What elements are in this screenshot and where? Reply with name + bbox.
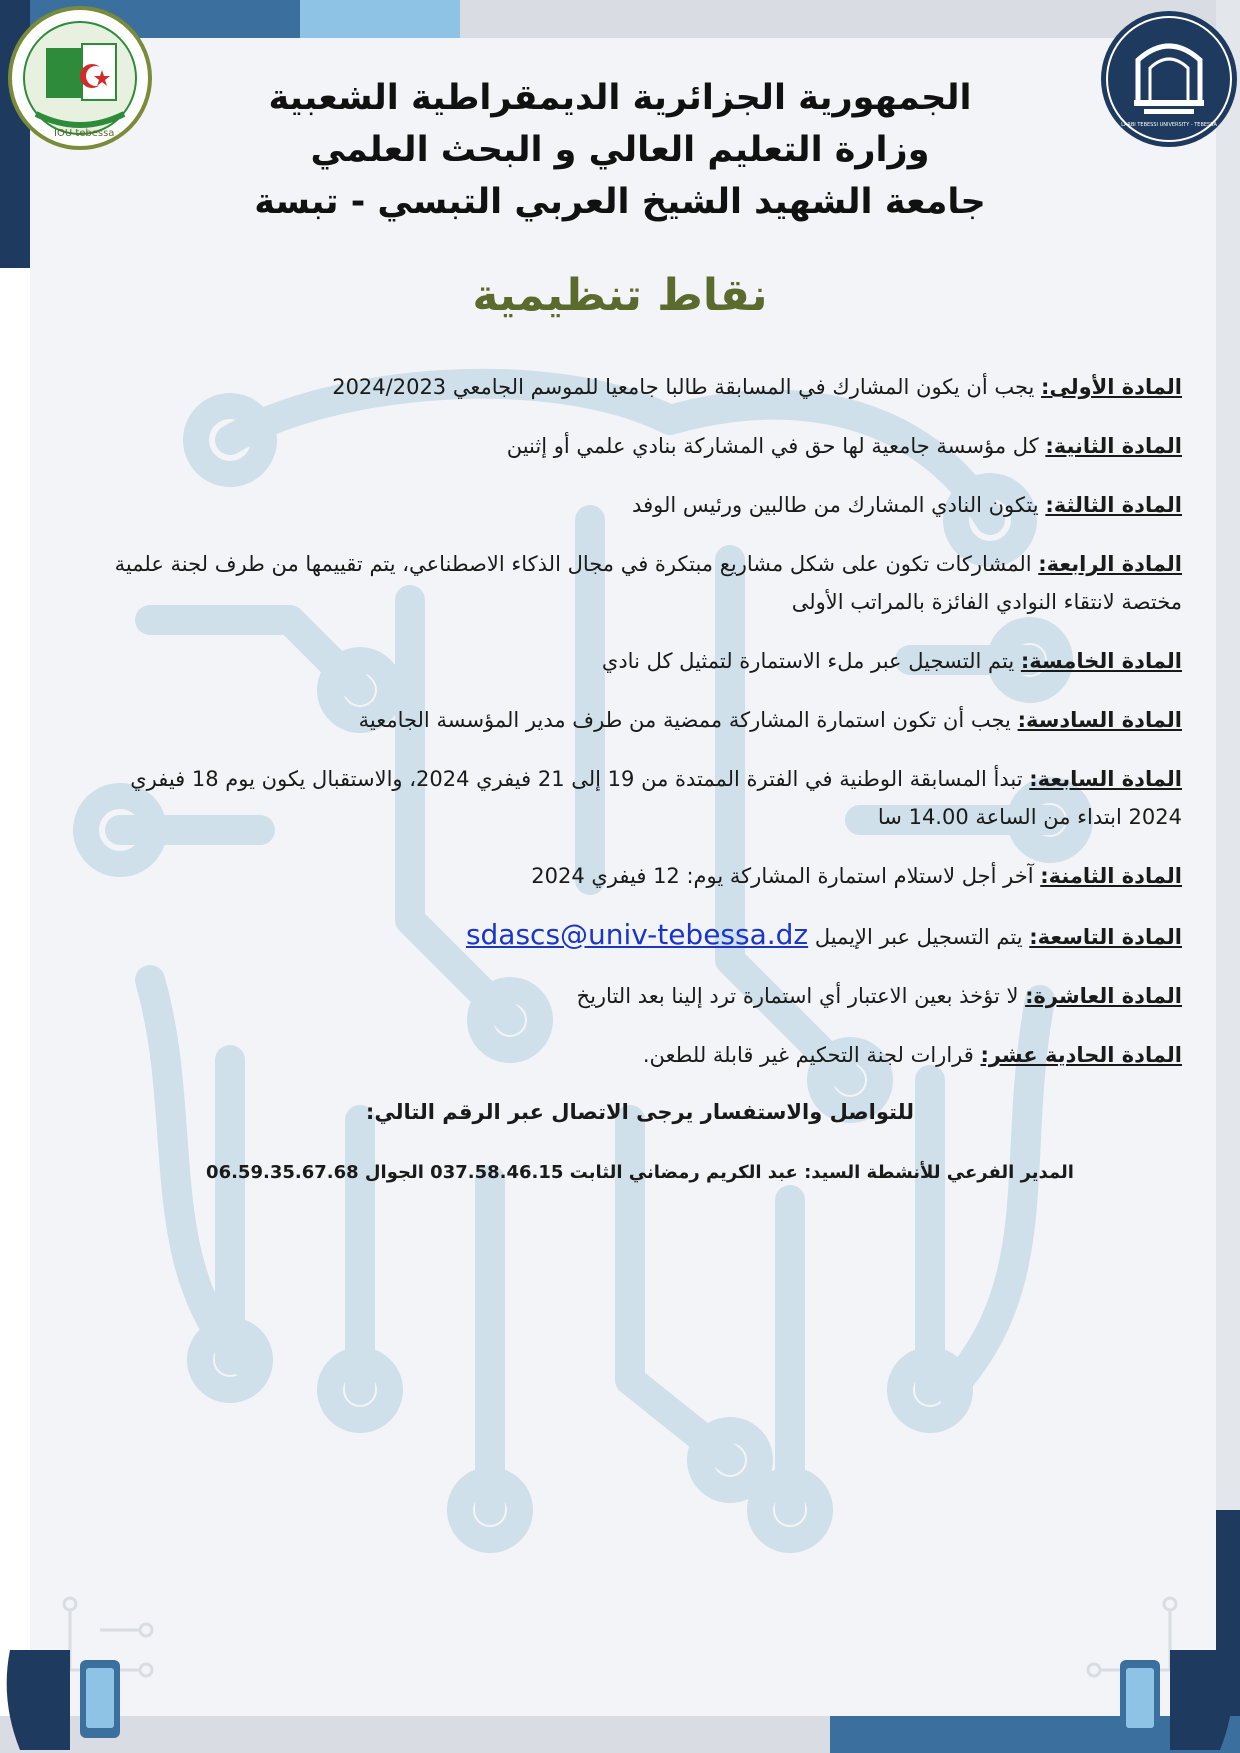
- article-4: [88, 545, 1182, 621]
- article-text: يتم التسجيل عبر ملء الاستمارة لتمثيل كل نادي: [601, 649, 1021, 673]
- article-text: قرارات لجنة التحكيم غير قابلة للطعن.: [642, 1043, 981, 1067]
- header-ministry: وزارة التعليم العالي و البحث العلمي: [310, 130, 930, 170]
- article-text: يتم التسجيل عبر الإيميل: [808, 925, 1030, 949]
- institution-header: [180, 72, 1060, 228]
- article-text: آخر أجل لاستلام استمارة المشاركة يوم: 12 فيفري 2024: [531, 864, 1041, 888]
- article-label: المادة الحادية عشر:: [980, 1043, 1182, 1067]
- page-title: نقاط تنظيمية: [472, 270, 768, 321]
- article-label: المادة العاشرة:: [1025, 984, 1182, 1008]
- article-9: [88, 916, 1182, 956]
- brain-tablet-icon: [0, 1570, 160, 1753]
- article-label: المادة الرابعة:: [1038, 552, 1182, 576]
- article-label: المادة الثامنة:: [1040, 864, 1182, 888]
- articles-list: [88, 368, 1182, 1095]
- student-services-logo-icon: [6, 4, 154, 152]
- article-5: [88, 642, 1182, 680]
- top-frame-light-band: [300, 0, 460, 38]
- director-contact-line: المدير الفرعي للأنشطة السيد: عبد الكريم رمضاني الثابت 037.58.46.15 الجوال 06.59.35.67.68: [206, 1162, 1074, 1183]
- article-text: يتكون النادي المشارك من طالبين ورئيس الوفد: [632, 493, 1046, 517]
- right-frame-band: [1216, 0, 1240, 1753]
- article-text: يجب أن تكون استمارة المشاركة ممضية من طرف مدير المؤسسة الجامعية: [358, 708, 1018, 732]
- contact-heading: للتواصل والاستفسار يرجى الاتصال عبر الرقم التالي:: [365, 1100, 915, 1124]
- right-logo-text: LARBI TEBESSI UNIVERSITY - TEBESSA: [1121, 122, 1217, 128]
- article-text: كل مؤسسة جامعية لها حق في المشاركة بنادي علمي أو إثنين: [506, 434, 1046, 458]
- article-3: [88, 486, 1182, 524]
- article-label: المادة الخامسة:: [1020, 649, 1182, 673]
- article-8: [88, 857, 1182, 895]
- article-text: تبدأ المسابقة الوطنية في الفترة الممتدة من 19 إلى 21 فيفري 2024، والاستقبال يكون يوم 18 فيفري 2024 ابتداء من الساعة 14.00 سا: [130, 767, 1182, 829]
- left-logo-text: IOU tebessa: [54, 128, 115, 139]
- article-label: المادة السابعة:: [1029, 767, 1182, 791]
- article-label: المادة الثانية:: [1045, 434, 1182, 458]
- article-6: [88, 701, 1182, 739]
- article-11: [88, 1036, 1182, 1074]
- article-label: المادة الأولى:: [1041, 375, 1182, 399]
- article-label: المادة السادسة:: [1017, 708, 1182, 732]
- article-2: [88, 427, 1182, 465]
- article-label: المادة الثالثة:: [1045, 493, 1182, 517]
- article-7: [88, 760, 1182, 836]
- article-10: [88, 977, 1182, 1015]
- brain-tablet-icon: [1080, 1570, 1240, 1753]
- article-text: المشاركات تكون على شكل مشاريع مبتكرة في مجال الذكاء الاصطناعي، يتم تقييمها من طرف لجنة علمية مختصة لانتقاء النوادي الفائزة بالمراتب الأولى: [114, 552, 1182, 614]
- email-link[interactable]: sdascs@univ-tebessa.dz: [465, 918, 809, 951]
- header-university: جامعة الشهيد الشيخ العربي التبسي - تبسة: [254, 182, 986, 222]
- university-logo-icon: [1098, 8, 1240, 150]
- article-text: يجب أن يكون المشارك في المسابقة طالبا جامعيا للموسم الجامعي 2024/2023: [332, 375, 1042, 399]
- article-label: المادة التاسعة:: [1029, 925, 1182, 949]
- header-country: الجمهورية الجزائرية الديمقراطية الشعبية: [268, 78, 972, 118]
- article-1: [88, 368, 1182, 406]
- article-text: لا تؤخذ بعين الاعتبار أي استمارة ترد إلينا بعد التاريخ: [576, 984, 1026, 1008]
